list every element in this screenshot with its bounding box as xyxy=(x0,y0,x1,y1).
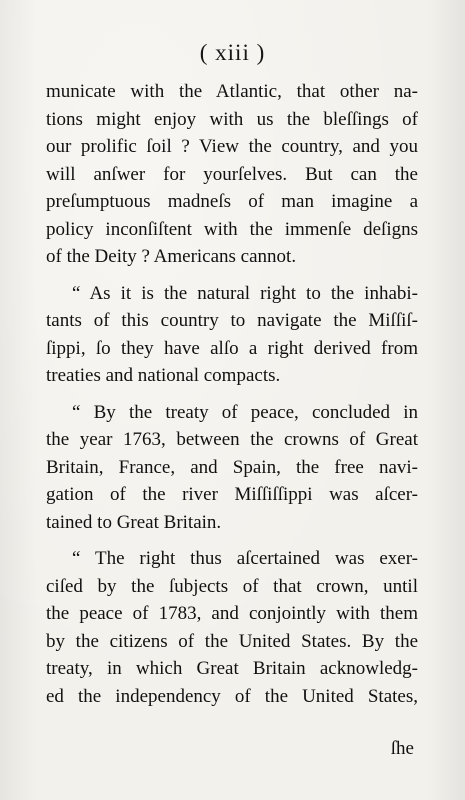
text-line: “ By the treaty of peace, concluded in xyxy=(72,401,418,423)
text-line: ed the independency of the United States, xyxy=(46,685,418,707)
text-line: policy inconſiſtent with the immenſe deſigns xyxy=(46,218,418,240)
paragraph-gap xyxy=(46,390,418,399)
text-line: ciſed by the ſubjects of that crown, until xyxy=(46,575,418,597)
text-line: tions might enjoy with us the bleſſings of xyxy=(46,108,418,130)
text-line: by the citizens of the United States. By the xyxy=(46,630,418,652)
text-line: “ The right thus aſcertained was exer- xyxy=(72,548,418,569)
text-line: tants of this country to navigate the Miſſiſ- xyxy=(46,310,418,331)
text-line: of the Deity ? Americans cannot. xyxy=(46,246,297,267)
text-line: will anſwer for yourſelves. But can the xyxy=(46,163,418,185)
page-number: ( xiii ) xyxy=(199,40,266,65)
text-line: preſumptuous madneſs of man imagine a xyxy=(46,191,418,212)
text-line: the peace of 1783, and conjointly with them xyxy=(46,603,418,624)
text-line: treaties and national compacts. xyxy=(46,365,281,386)
text-line: treaty, in which Great Britain acknowledg- xyxy=(46,658,418,679)
text-line: ſippi, ſo they have alſo a right derived from xyxy=(46,337,418,359)
text-line: tained to Great Britain. xyxy=(46,511,222,533)
text-line: our prolific ſoil ? View the country, and you xyxy=(46,136,418,157)
page-body xyxy=(46,78,418,710)
paragraph-gap xyxy=(46,536,418,545)
text-line: Britain, France, and Spain, the free navi- xyxy=(46,456,418,478)
text-line: “ As it is the natural right to the inhabi- xyxy=(72,282,418,304)
text-line: gation of the river Miſſiſſippi was aſcer- xyxy=(46,484,418,505)
catchword: ſhe xyxy=(390,738,414,759)
text-line: municate with the Atlantic, that other na- xyxy=(46,81,418,102)
text-line: the year 1763, between the crowns of Great xyxy=(46,429,418,450)
paragraph-gap xyxy=(46,271,418,280)
